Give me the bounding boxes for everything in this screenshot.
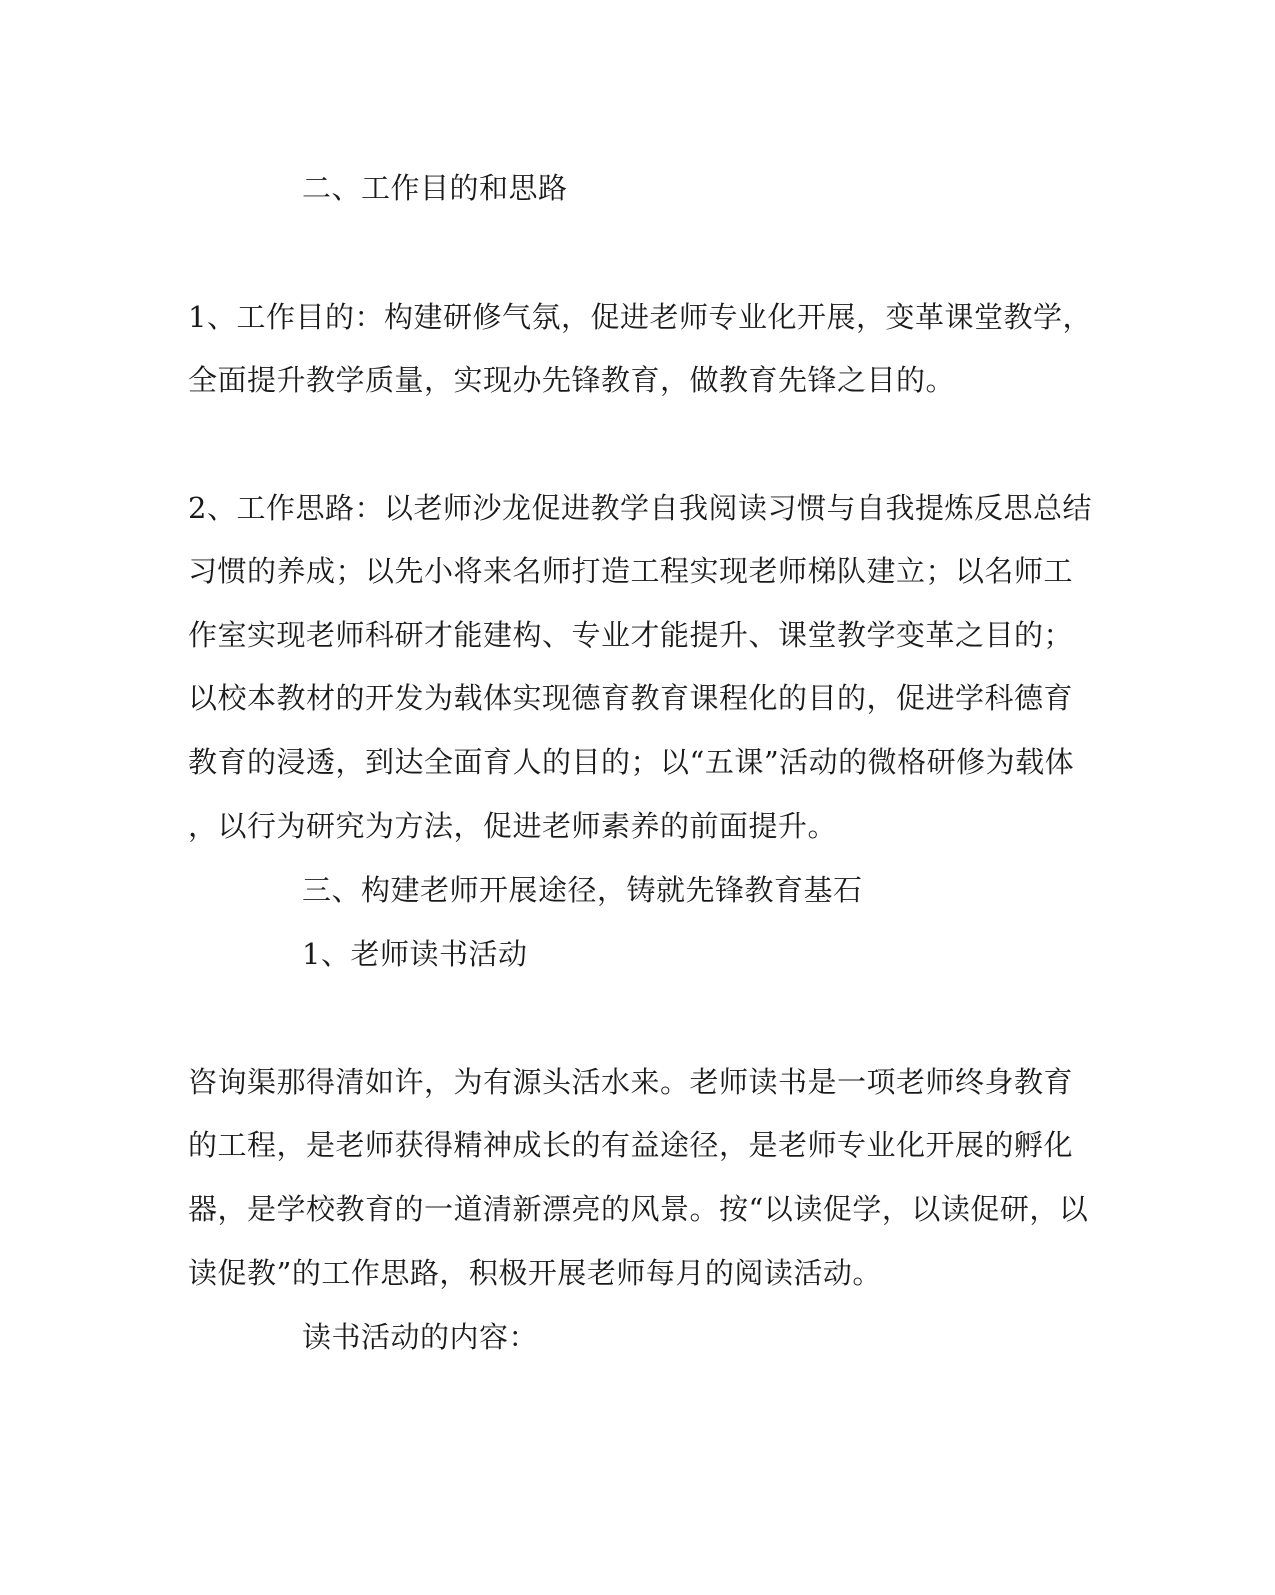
paragraph-line: 咨询渠那得清如许，为有源头活水来。老师读书是一项老师终身教育 xyxy=(188,1065,1074,1099)
paragraph-line: 教育的浸透，到达全面育人的目的；以“五课”活动的微格研修为载体 xyxy=(188,745,1075,779)
section-heading-2: 二、工作目的和思路 xyxy=(302,171,568,205)
paragraph-line: 器，是学校教育的一道清新漂亮的风景。按“以读促学，以读促研，以 xyxy=(188,1192,1089,1226)
paragraph-line: 全面提升教学质量，实现办先锋教育，做教育先锋之目的。 xyxy=(188,363,956,397)
paragraph-line: 1、工作目的：构建研修气氛，促进老师专业化开展，变革课堂教学， xyxy=(188,300,1092,334)
reading-content-label: 读书活动的内容： xyxy=(302,1320,539,1354)
paragraph-line: 2、工作思路：以老师沙龙促进教学自我阅读习惯与自我提炼反思总结 xyxy=(188,491,1092,525)
sub-heading: 1、老师读书活动 xyxy=(302,937,528,971)
paragraph-line: 习惯的养成；以先小将来名师打造工程实现老师梯队建立；以名师工 xyxy=(188,554,1074,588)
paragraph-line: 作室实现老师科研才能建构、专业才能提升、课堂教学变革之目的； xyxy=(188,618,1074,652)
paragraph-line: 的工程，是老师获得精神成长的有益途径，是老师专业化开展的孵化 xyxy=(188,1128,1074,1162)
section-heading-3: 三、构建老师开展途径，铸就先锋教育基石 xyxy=(302,873,863,907)
paragraph-line: 以校本教材的开发为载体实现德育教育课程化的目的，促进学科德育 xyxy=(188,681,1074,715)
paragraph-line: 读促教”的工作思路，积极开展老师每月的阅读活动。 xyxy=(188,1256,882,1290)
paragraph-line: ，以行为研究为方法，促进老师素养的前面提升。 xyxy=(188,809,838,843)
